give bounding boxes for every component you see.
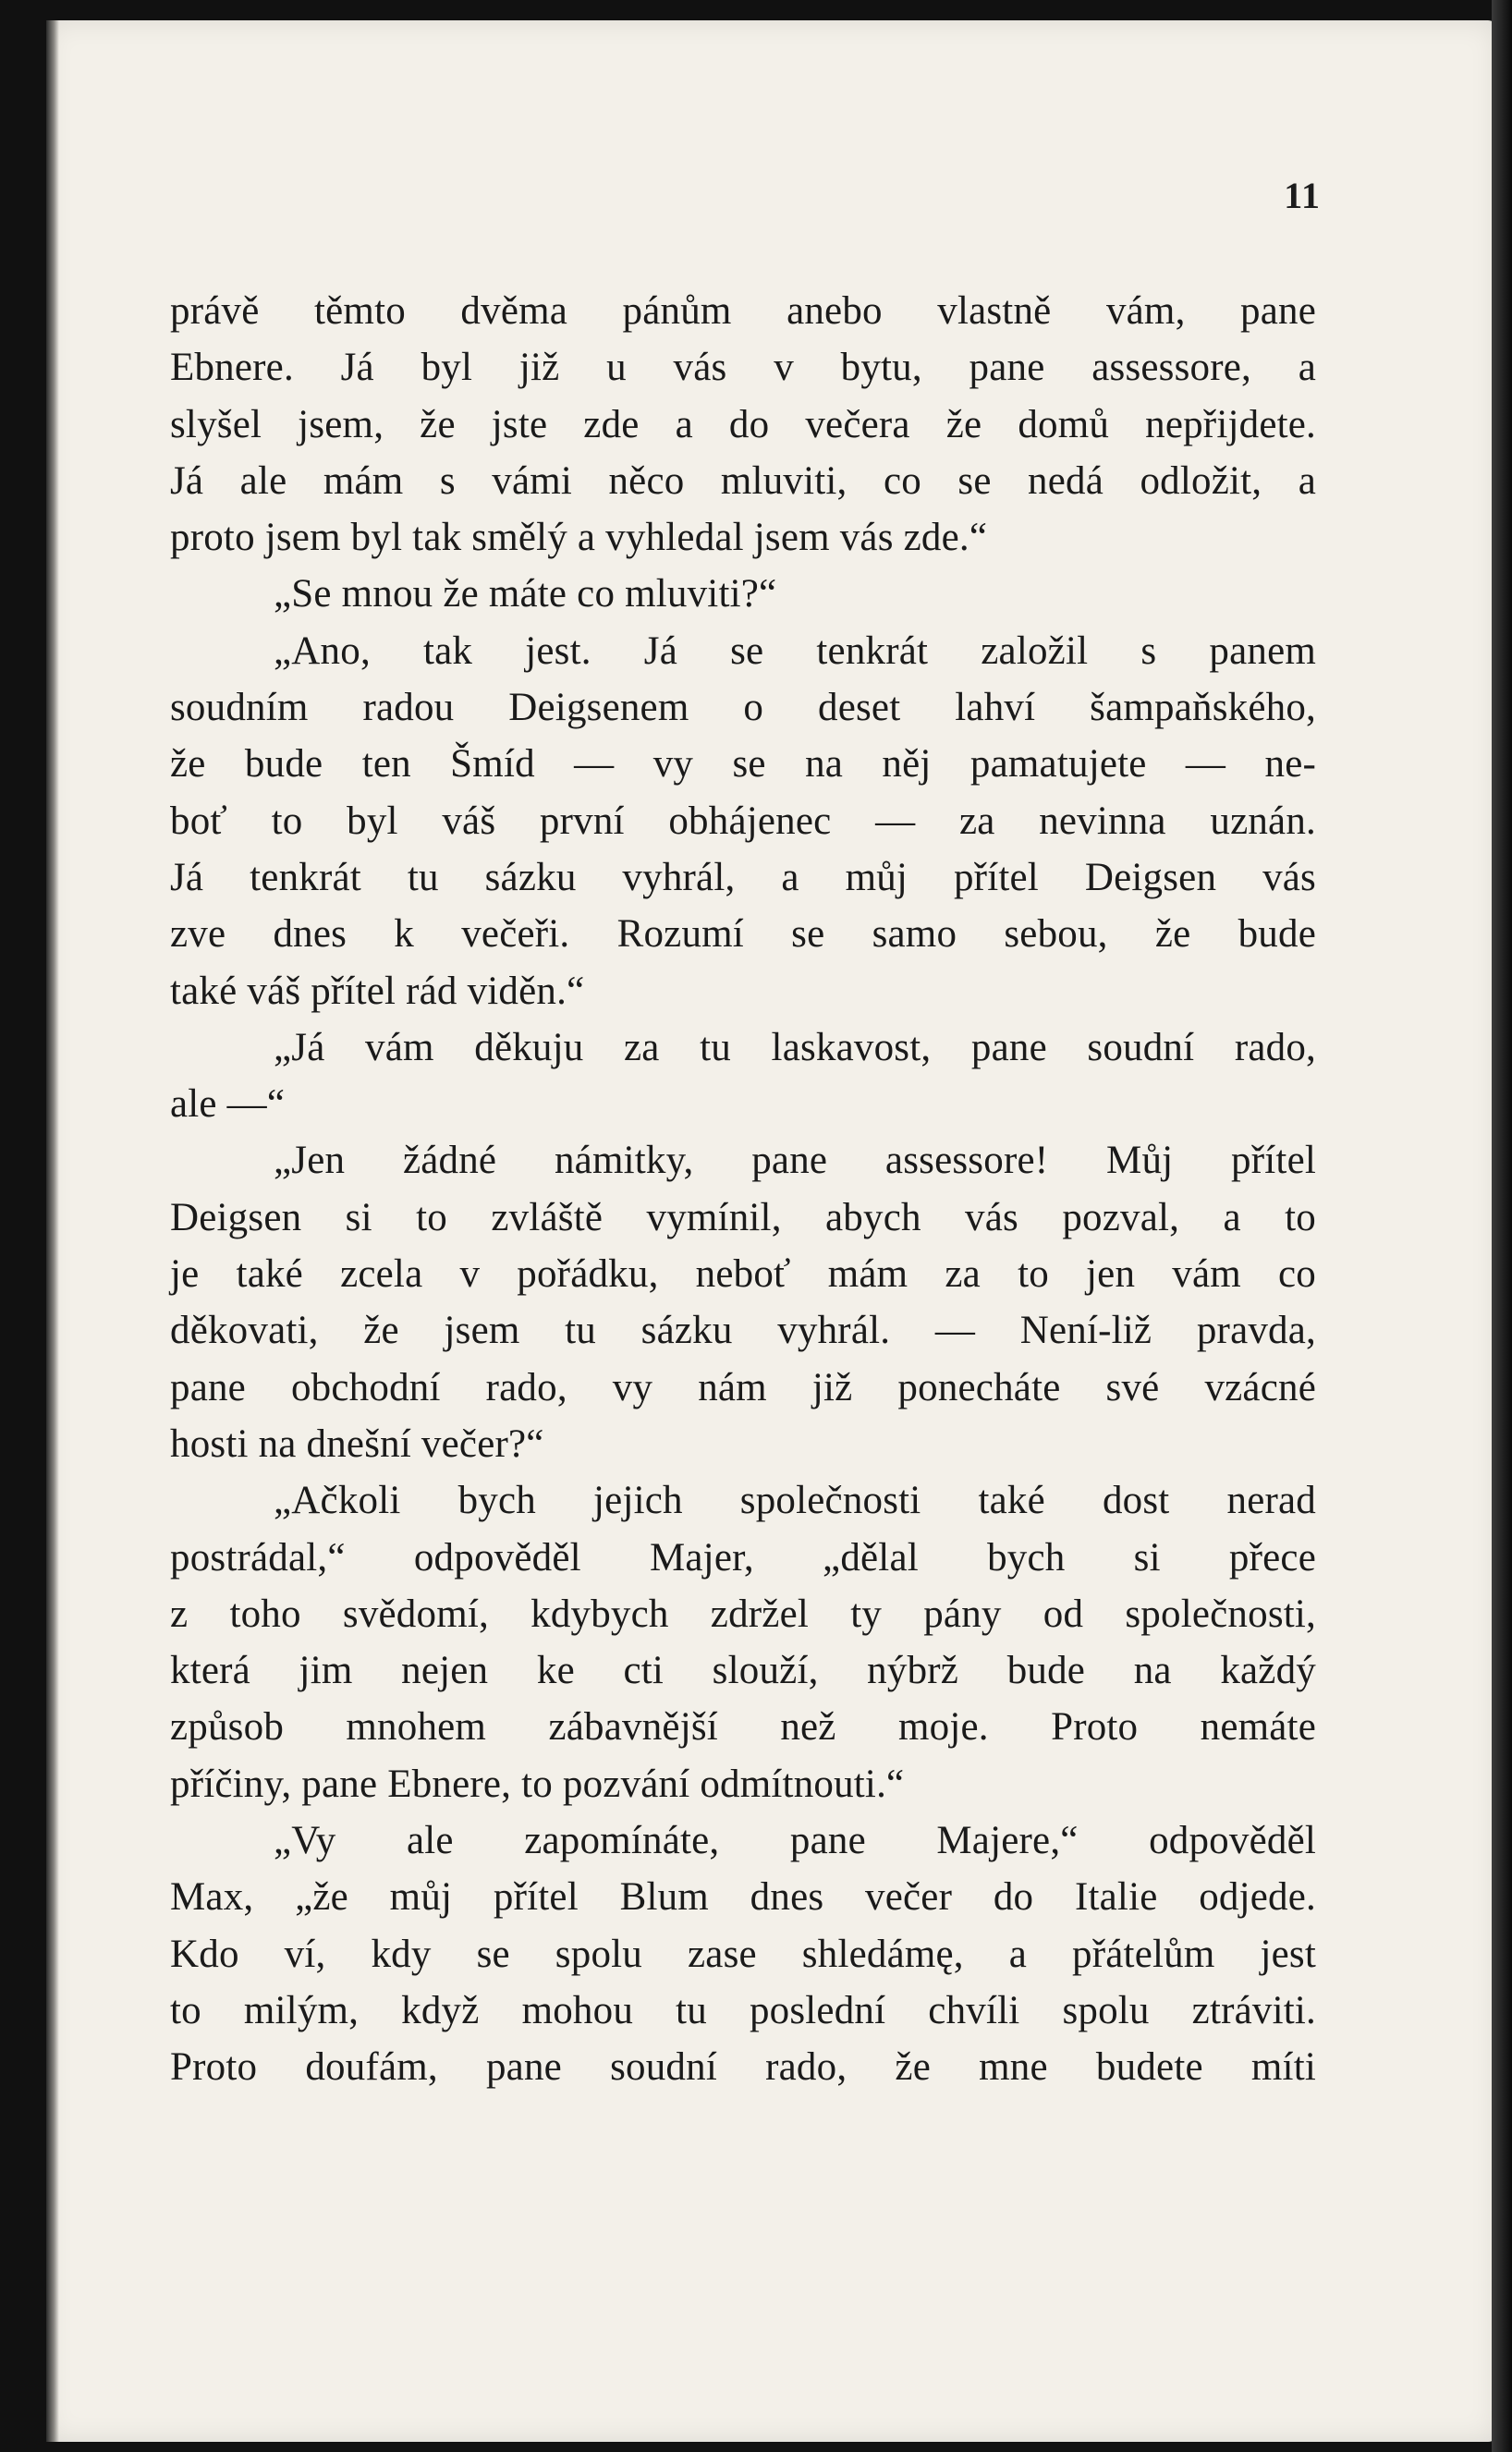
text-line: hosti na dnešní večer?“ xyxy=(170,1421,544,1466)
text-line: „Ano, tak jest. Já se tenkrát založil s panem xyxy=(274,628,1316,673)
page-edge xyxy=(1492,0,1512,2452)
text-line: také váš přítel rád viděn.“ xyxy=(170,969,585,1013)
text-line: postrádal,“ odpověděl Majer, „dělal bych si přece xyxy=(170,1535,1316,1580)
text-line: proto jsem byl tak smělý a vyhledal jsem vás zde.“ xyxy=(170,516,988,560)
text-line: že bude ten Šmíd — vy se na něj pamatujete — ne- xyxy=(170,742,1316,787)
text-line: z toho svědomí, kdybych zdržel ty pány od společnosti, xyxy=(170,1592,1316,1636)
text-line: příčiny, pane Ebnere, to pozvání odmítnouti.“ xyxy=(170,1762,905,1806)
text-line: soudním radou Deigsenem o deset lahví šampaňského, xyxy=(170,686,1316,730)
text-line: „Vy ale zapomínáte, pane Majere,“ odpověděl xyxy=(274,1819,1316,1863)
text-line: zve dnes k večeři. Rozumí se samo sebou, že bude xyxy=(170,912,1316,957)
text-line: způsob mnohem zábavnější než moje. Proto nemáte xyxy=(170,1705,1316,1750)
text-line: „Já vám děkuju za tu laskavost, pane soudní rado, xyxy=(274,1025,1316,1069)
page-number: 11 xyxy=(1284,175,1321,216)
text-line: která jim nejen ke cti slouží, nýbrž bude na každý xyxy=(170,1649,1316,1693)
text-line: Proto doufám, pane soudní rado, že mne budete míti xyxy=(170,2045,1316,2090)
book-gutter xyxy=(46,20,59,2442)
text-line: slyšel jsem, že jste zde a do večera že domů nepřijdete. xyxy=(170,402,1316,446)
text-line: je také zcela v pořádku, neboť mám za to jen vám co xyxy=(170,1252,1316,1297)
text-line: Max, „že můj přítel Blum dnes večer do Italie odjede. xyxy=(170,1875,1316,1920)
text-line: to milým, když mohou tu poslední chvíli spolu ztráviti. xyxy=(170,1988,1316,2032)
text-line: „Se mnou že máte co mluviti?“ xyxy=(274,572,777,616)
text-line: Kdo ví, kdy se spolu zase shledámę, a přátelům jest xyxy=(170,1932,1316,1976)
text-line: Já ale mám s vámi něco mluviti, co se nedá odložit, a xyxy=(170,458,1316,503)
text-line: pane obchodní rado, vy nám již ponecháte své vzácné xyxy=(170,1365,1316,1409)
text-line: „Jen žádné námitky, pane assessore! Můj přítel xyxy=(274,1139,1316,1183)
text-line: Já tenkrát tu sázku vyhrál, a můj přítel Deigsen vás xyxy=(170,855,1316,899)
text-line: ale —“ xyxy=(170,1082,286,1127)
text-line: boť to byl váš první obhájenec — za nevinna uznán. xyxy=(170,799,1316,843)
body-text xyxy=(170,283,1316,2096)
text-line: právě těmto dvěma pánům anebo vlastně vám, pane xyxy=(170,289,1316,333)
text-line: Deigsen si to zvláště vymínil, abych vás pozval, a to xyxy=(170,1195,1316,1239)
text-line: „Ačkoli bych jejich společnosti také dost nerad xyxy=(274,1479,1316,1523)
text-line: děkovati, že jsem tu sázku vyhrál. — Není-liž pravda, xyxy=(170,1309,1316,1353)
text-line: Ebnere. Já byl již u vás v bytu, pane assessore, a xyxy=(170,346,1316,390)
